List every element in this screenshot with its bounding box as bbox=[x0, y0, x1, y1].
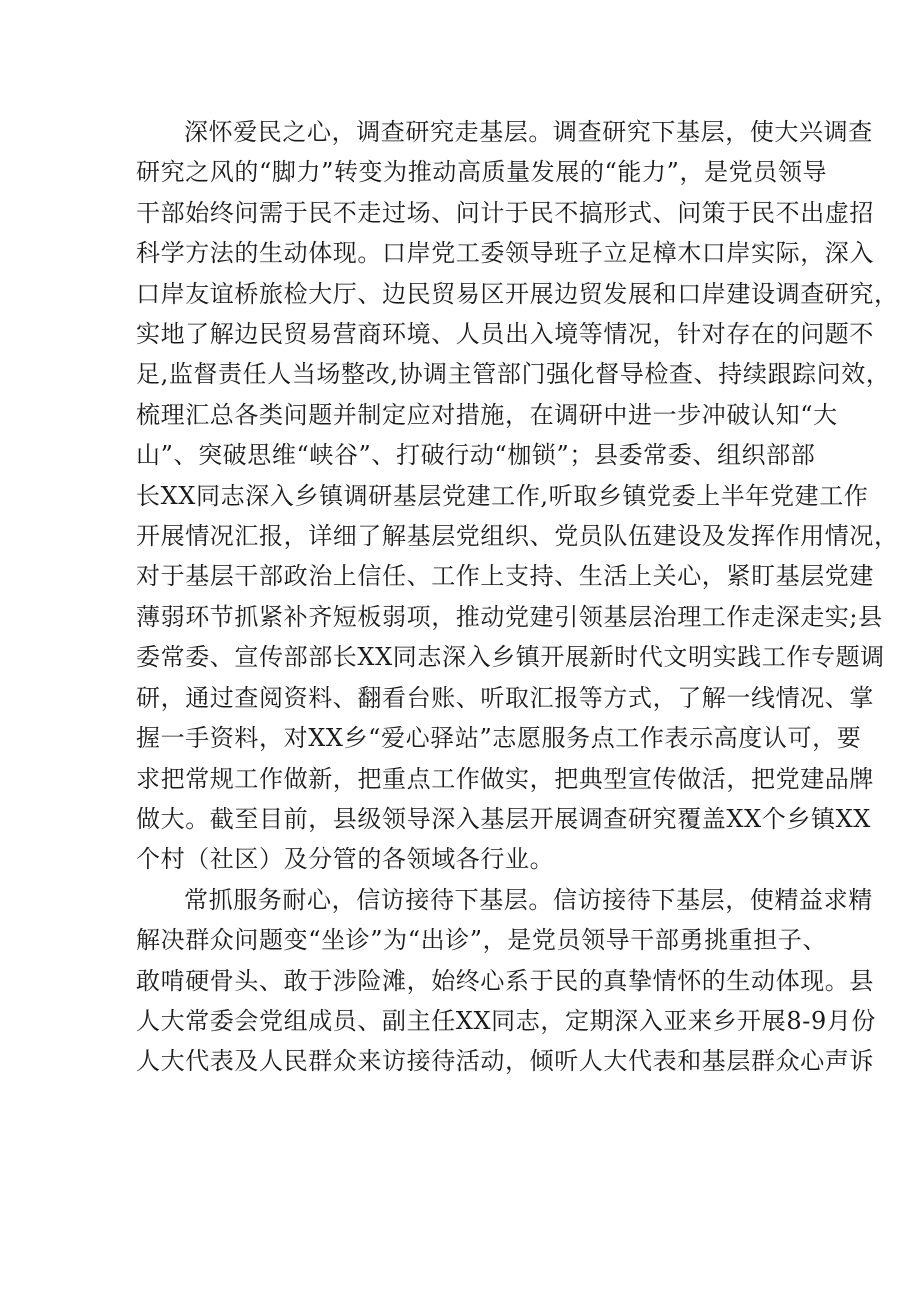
text-line: 薄弱环节抓紧补齐短板弱项，推动党建引领基层治理工作走深走实;县 bbox=[136, 602, 883, 631]
text-line: 人大常委会党组成员、副主任XX同志，定期深入亚来乡开展8-9月份 bbox=[136, 1006, 877, 1035]
text-line: 山”、突破思维“峡谷”、打破行动“枷锁”；县委常委、组织部部 bbox=[136, 441, 816, 470]
text-line: 做大。截至目前，县级领导深入基层开展调查研究覆盖XX个乡镇XX bbox=[136, 804, 871, 833]
text-line: 求把常规工作做新，把重点工作做实，把典型宣传做活，把党建品牌 bbox=[136, 764, 874, 793]
document-body bbox=[136, 112, 899, 1082]
text-line: 研，通过查阅资料、翻看台账、听取汇报等方式，了解一线情况、掌 bbox=[136, 683, 874, 712]
paragraph bbox=[136, 880, 877, 1082]
text-line: 口岸友谊桥旅检大厅、边民贸易区开展边贸发展和口岸建设调查研究， bbox=[136, 279, 899, 308]
text-line: 研究之风的“脚力”转变为推动高质量发展的“能力”，是党员领导 bbox=[136, 158, 828, 187]
text-line: 常抓服务耐心，信访接待下基层。信访接待下基层，使精益求精 bbox=[184, 885, 873, 914]
text-line: 梳理汇总各类问题并制定应对措施，在调研中进一步冲破认知“大 bbox=[136, 400, 838, 429]
text-line: 个村（社区）及分管的各领域各行业。 bbox=[136, 845, 555, 874]
text-line: 深怀爱民之心，调查研究走基层。调查研究下基层，使大兴调查 bbox=[184, 118, 873, 146]
text-line: 握一手资料，对XX乡“爱心驿站”志愿服务点工作表示高度认可，要 bbox=[136, 724, 862, 753]
text-line: 实地了解边民贸易营商环境、人员出入境等情况，针对存在的问题不 bbox=[136, 320, 874, 349]
text-line: 开展情况汇报，详细了解基层党组织、党员队伍建设及发挥作用情况， bbox=[136, 522, 899, 551]
text-line: 干部始终问需于民不走过场、问计于民不搞形式、问策于民不出虚招 bbox=[136, 198, 874, 227]
text-line: 足,监督责任人当场整改,协调主管部门强化督导检查、持续跟踪问效， bbox=[136, 360, 891, 389]
paragraph bbox=[136, 112, 899, 880]
text-line: 解决群众问题变“坐诊”为“出诊”，是党员领导干部勇挑重担子、 bbox=[136, 926, 828, 955]
text-line: 科学方法的生动体现。口岸党工委领导班子立足樟木口岸实际，深入 bbox=[136, 239, 874, 268]
text-line: 敢啃硬骨头、敢于涉险滩，始终心系于民的真挚情怀的生动体现。县 bbox=[136, 966, 874, 995]
text-line: 长XX同志深入乡镇调研基层党建工作,听取乡镇党委上半年党建工作 bbox=[136, 481, 869, 510]
text-line: 委常委、宣传部部长XX同志深入乡镇开展新时代文明实践工作专题调 bbox=[136, 643, 885, 672]
text-line: 对于基层干部政治上信任、工作上支持、生活上关心，紧盯基层党建 bbox=[136, 562, 874, 591]
text-line: 人大代表及人民群众来访接待活动，倾听人大代表和基层群众心声诉 bbox=[136, 1047, 874, 1076]
